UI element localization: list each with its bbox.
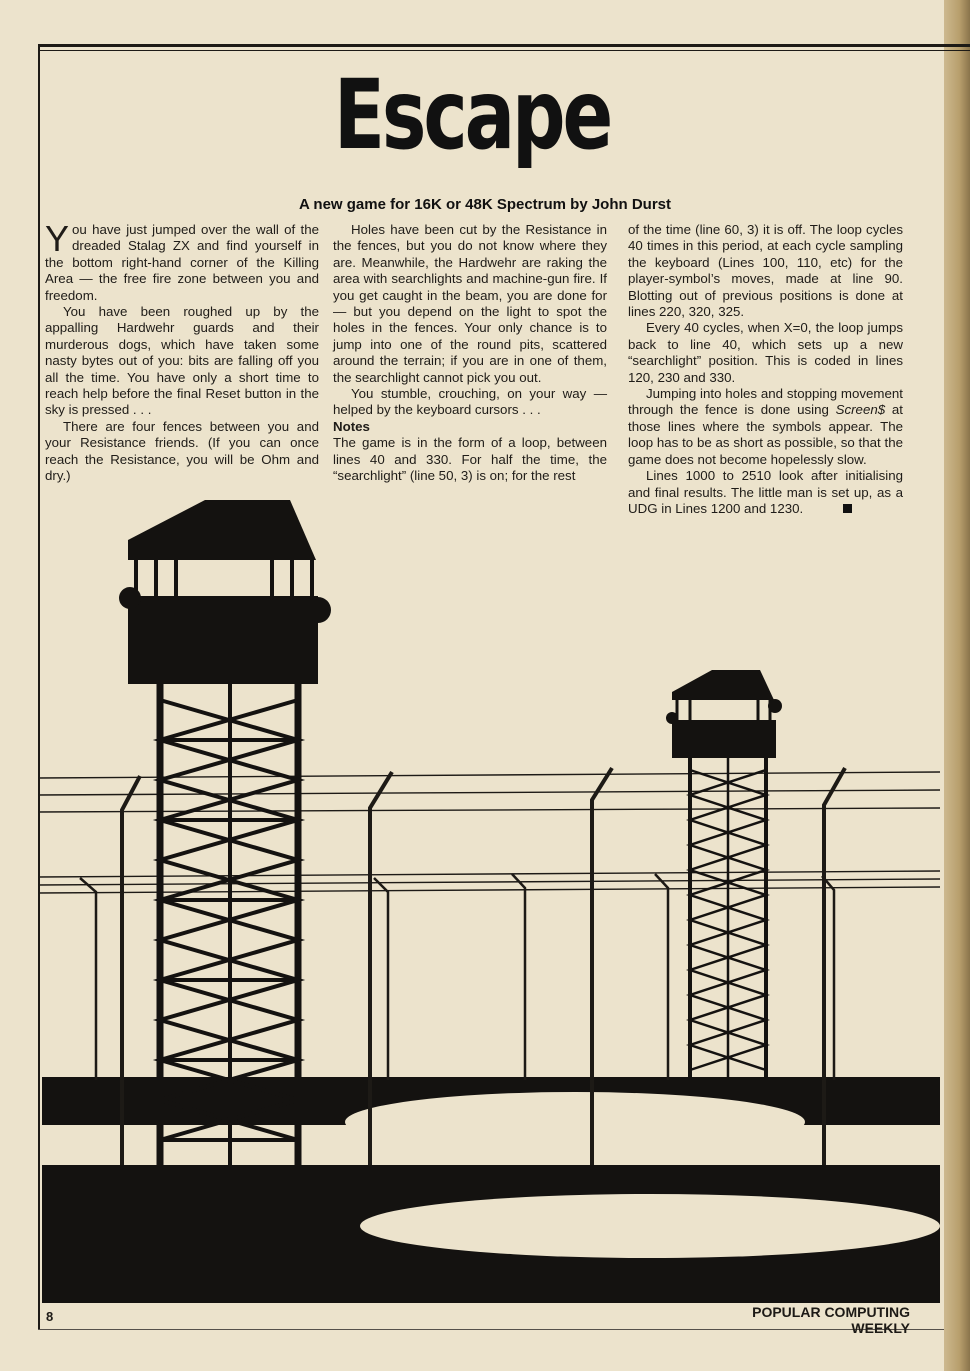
paragraph: You have been roughed up by the appalling Hardwehr guards and their murderous dogs, which have taken some nasty bytes out of you: bits are falling off you all the time. You have only a short time to reach help before the final Reset button in the sky is pressed . . . <box>45 304 319 418</box>
paragraph-text: at those lines where the symbols appear. The loop has to be as short as possible, so that the game does not become hopelessly slow. <box>628 402 903 467</box>
watchtower-large <box>119 500 331 1165</box>
page-edge <box>944 0 970 1371</box>
magazine-name: POPULAR COMPUTING WEEKLY <box>752 1304 910 1336</box>
paragraph: The game is in the form of a loop, between lines 40 and 330. For half the time, the “searchlight” (line 50, 3) is on; for the rest <box>333 435 607 484</box>
article-title: Escape <box>333 59 611 171</box>
emphasis-text: Screen$ <box>835 402 886 418</box>
paragraph: Holes have been cut by the Resistance in the fences, but you do not know where they are. Meanwhile, the Hardwehr are raking the area with searchlights and machine-gun fire. If you get caught in the beam, you are done for — but you depend on the light to spot the holes in the fences. Your only chance is to jump into one of the round pits, scattered around the terrain; if you are in one of them, the searchlight cannot pick you out. <box>333 222 607 385</box>
searchlight-beam-near <box>360 1194 940 1258</box>
article-subtitle: A new game for 16K or 48K Spectrum by John Durst <box>298 196 672 213</box>
paragraph: of the time (line 60, 3) it is off. The loop cycles 40 times in this period, at each cycle sampling the keyboard (Lines 100, 110, etc) for the player-symbol’s moves, made at line 90. Blotting out of previous positions is done at lines 220, 320, 325. <box>628 222 903 320</box>
paragraph-text: Jumping into holes and stopping movement through the fence is done using <box>628 386 903 418</box>
notes-heading: Notes <box>333 418 370 434</box>
watchtower-small <box>666 670 782 1080</box>
drop-cap: Y <box>45 218 70 259</box>
paragraph: You stumble, crouching, on your way — helped by the keyboard cursors . . . <box>333 386 607 418</box>
paragraph-text: ou have just jumped over the wall of the dreaded Stalag ZX and find yourself in the bottom right-hand corner of the Killing Area — the free fire zone between you and freedom. <box>45 222 319 303</box>
fence-wires <box>38 772 940 893</box>
paragraph-text: Lines 1000 to 2510 look after initialising and final results. The little man is set up, as a UDG in Lines 1200 and 1230. <box>628 468 903 516</box>
paragraph: There are four fences between you and your Resistance friends. (If you can once reach the Resistance, you will be Ohm and dry.) <box>45 418 319 484</box>
page-number: 8 <box>46 1309 54 1324</box>
paragraph: Every 40 cycles, when X=0, the loop jumps back to line 40, which sets up a new “searchlight” position. This is coded in lines 120, 230 and 330. <box>628 320 903 385</box>
